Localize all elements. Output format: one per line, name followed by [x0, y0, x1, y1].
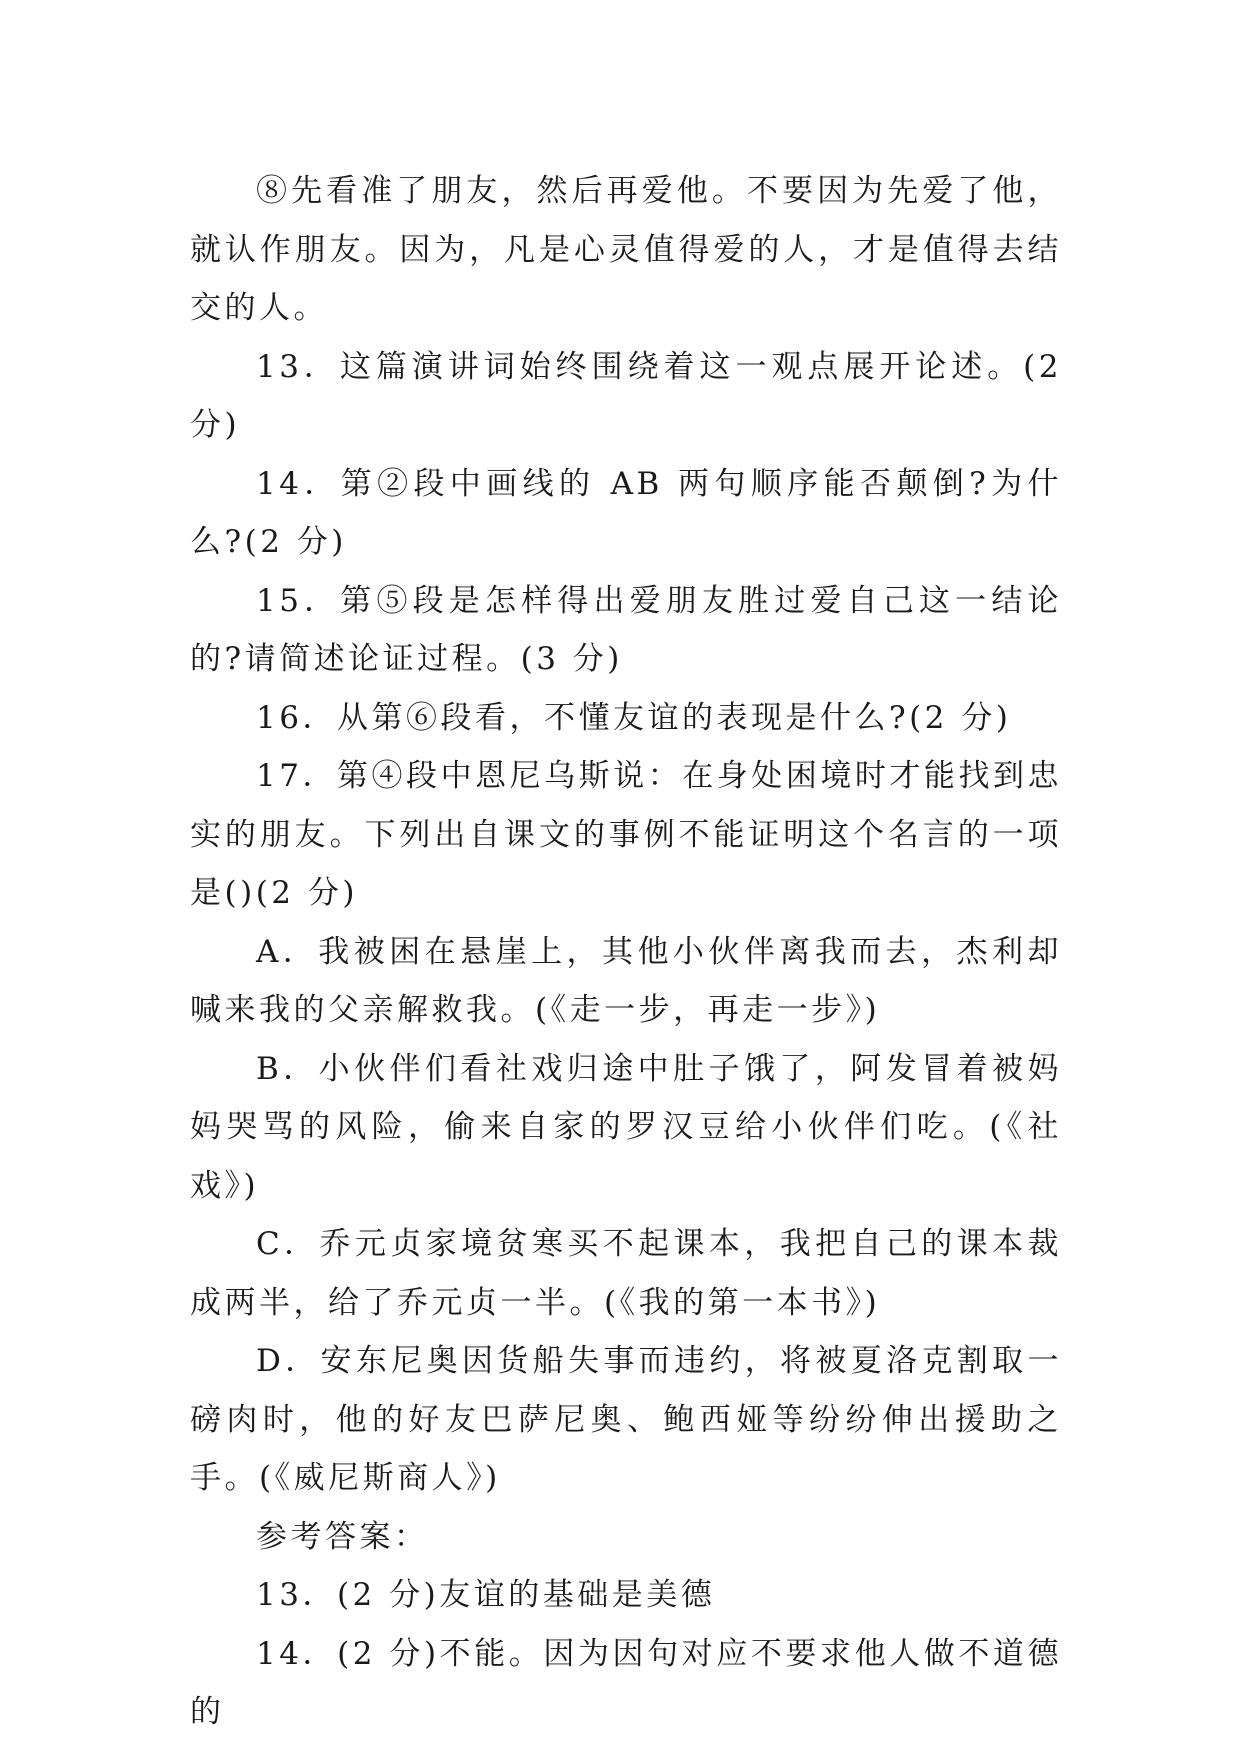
option-c: C．乔元贞家境贫寒买不起课本，我把自己的课本裁成两半，给了乔元贞一半。(《我的第一本书》): [190, 1226, 1062, 1321]
answer-13: 13．(2 分)友谊的基础是美德: [256, 1577, 716, 1613]
answer-14: 14．(2 分)不能。因为因句对应不要求他人做不道德的: [190, 1635, 1062, 1730]
option-b: B．小伙伴们看社戏归途中肚子饿了，阿发冒着被妈妈哭骂的风险，偷来自家的罗汉豆给小伙伴们吃。(《社戏》): [190, 1050, 1062, 1204]
question-15: 15．第⑤段是怎样得出爱朋友胜过爱自己这一结论的?请简述论证过程。(3 分): [190, 582, 1062, 677]
answer-heading: 参考答案：: [256, 1518, 429, 1555]
option-a: A．我被困在悬崖上，其他小伙伴离我而去，杰利却喊来我的父亲解救我。(《走一步，再走一步》): [190, 933, 1062, 1028]
question-13: 13．这篇演讲词始终围绕着这一观点展开论述。(2 分): [190, 348, 1062, 443]
question-14: 14．第②段中画线的 AB 两句顺序能否颠倒?为什么?(2 分): [190, 465, 1062, 560]
question-17: 17．第④段中恩尼乌斯说：在身处困境时才能找到忠实的朋友。下列出自课文的事例不能证明这个名言的一项是()(2 分): [190, 758, 1062, 911]
paragraph-8: ⑧先看准了朋友，然后再爱他。不要因为先爱了他，就认作朋友。因为，凡是心灵值得爱的人，才是值得去结交的人。: [190, 173, 1062, 326]
document-body: [190, 162, 1062, 1742]
question-16: 16．从第⑥段看，不懂友谊的表现是什么?(2 分): [256, 699, 1012, 736]
option-d: D．安东尼奥因货船失事而违约，将被夏洛克割取一磅肉时，他的好友巴萨尼奥、鲍西娅等纷纷伸出援助之手。(《威尼斯商人》): [190, 1343, 1062, 1496]
